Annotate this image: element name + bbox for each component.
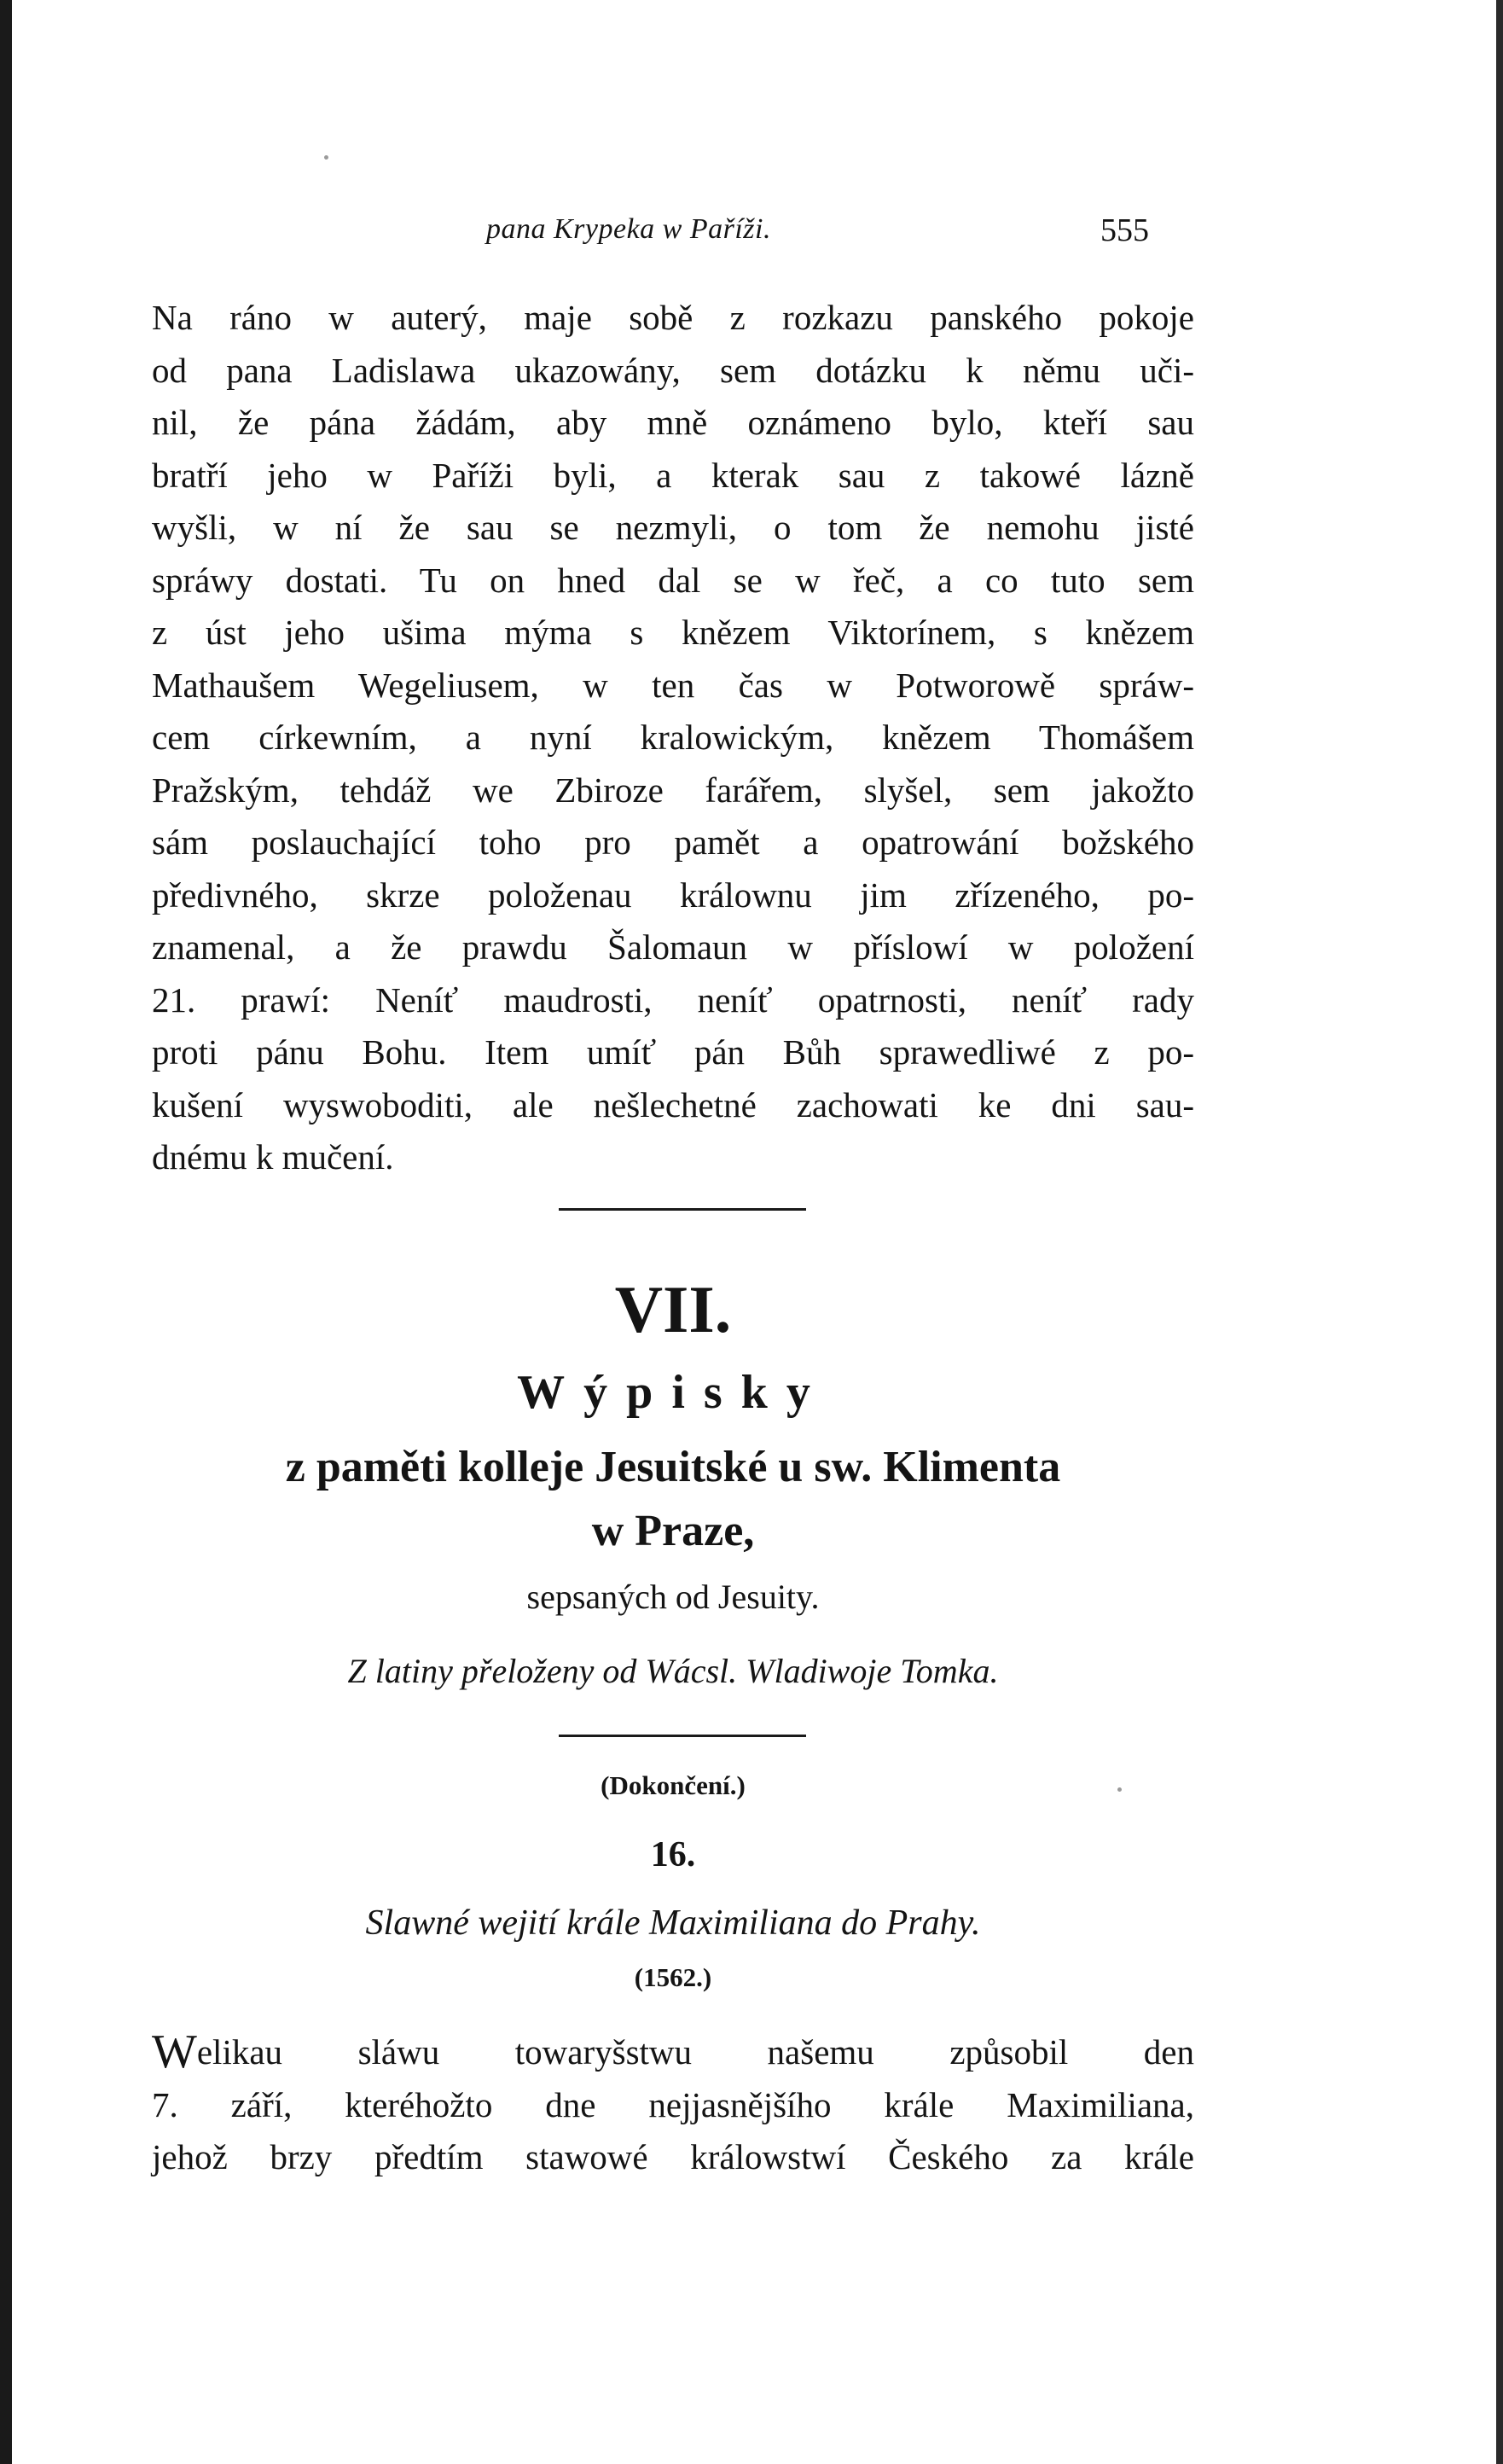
subsection-heading: Slawné wejití krále Maximiliana do Prahy. <box>365 1903 981 1943</box>
text-line: cem církewním, a nyní kralowickým, knězem Thomášem <box>152 718 1194 757</box>
translator-line: Z latiny přeloženy od Wácsl. Wladiwoje Tomka. <box>347 1652 999 1690</box>
paragraph-1 <box>152 292 1194 1184</box>
text-line: kušení wyswoboditi, ale nešlechetné zachowati ke dni sau- <box>152 1084 1194 1124</box>
text-line: nil, že pána žádám, aby mně oznámeno bylo, kteří sau <box>152 403 1194 442</box>
scan-edge-left <box>0 0 12 2464</box>
text-line <box>152 2026 1194 2079</box>
text-line: dnému k mučení. <box>152 1137 394 1177</box>
text-line: 21. prawí: Neníť maudrosti, neníť opatrnosti, neníť rady <box>152 979 1194 1020</box>
text-line: jehož brzy předtím stawowé králowstwí Českého za krále <box>152 2137 1194 2176</box>
text-line: znamenal, a že prawdu Šalomaun w příslowí w položení <box>152 927 1194 967</box>
text-line: proti pánu Bohu. Item umíť pán Bůh sprawedliwé z po- <box>152 1032 1194 1072</box>
drop-cap: W <box>152 2025 197 2078</box>
text-line: 7. září, kteréhožto dne nejjasnějšího krále Maximiliana, <box>152 2084 1194 2124</box>
subsection-number: 16. <box>650 1835 696 1874</box>
text-line-rest: elikau sláwu towaryšstwu našemu způsobil den <box>196 2032 1194 2072</box>
section-subtitle: z paměti kolleje Jesuitské u sw. Klimenta <box>285 1443 1061 1491</box>
author-line: sepsaných od Jesuity. <box>526 1578 820 1616</box>
text-line: wyšli, w ní že sau se nezmyli, o tom že nemohu jisté <box>152 508 1194 547</box>
scan-edge-right <box>1496 0 1503 2464</box>
section-title: Wýpisky <box>517 1366 829 1419</box>
subsection-year: (1562.) <box>634 1962 712 1992</box>
paper-stain <box>324 155 328 160</box>
section-divider <box>559 1208 806 1211</box>
page-number: 555 <box>1100 212 1149 248</box>
section-subtitle-place: w Praze, <box>591 1507 755 1555</box>
text-line: z úst jeho ušima mýma s knězem Viktorínem, s knězem <box>152 613 1194 652</box>
text-line: od pana Ladislawa ukazowány, sem dotázku k němu uči- <box>152 350 1194 390</box>
continuation-note: (Dokončení.) <box>601 1770 746 1800</box>
text-line: sám poslauchající toho pro pamět a opatrowání božského <box>152 822 1194 862</box>
section-numeral: VII. <box>614 1272 732 1346</box>
text-line: Na ráno w auterý, maje sobě z rozkazu panského pokoje <box>152 298 1194 337</box>
section-divider <box>559 1735 806 1737</box>
text-line: bratří jeho w Paříži byli, a kterak sau z takowé lázně <box>152 455 1194 495</box>
paragraph-2 <box>152 2026 1194 2184</box>
running-head: pana Krypeka w Paříži. <box>486 213 771 245</box>
text-line: Pražským, tehdáž we Zbiroze farářem, slyšel, sem jakožto <box>152 770 1194 810</box>
text-line: předivného, skrze položenau králownu jim zřízeného, po- <box>152 875 1194 915</box>
text-line: spráwy dostati. Tu on hned dal se w řeč, a co tuto sem <box>152 560 1194 600</box>
text-line: Mathaušem Wegeliusem, w ten čas w Potworowě spráw- <box>152 665 1194 705</box>
